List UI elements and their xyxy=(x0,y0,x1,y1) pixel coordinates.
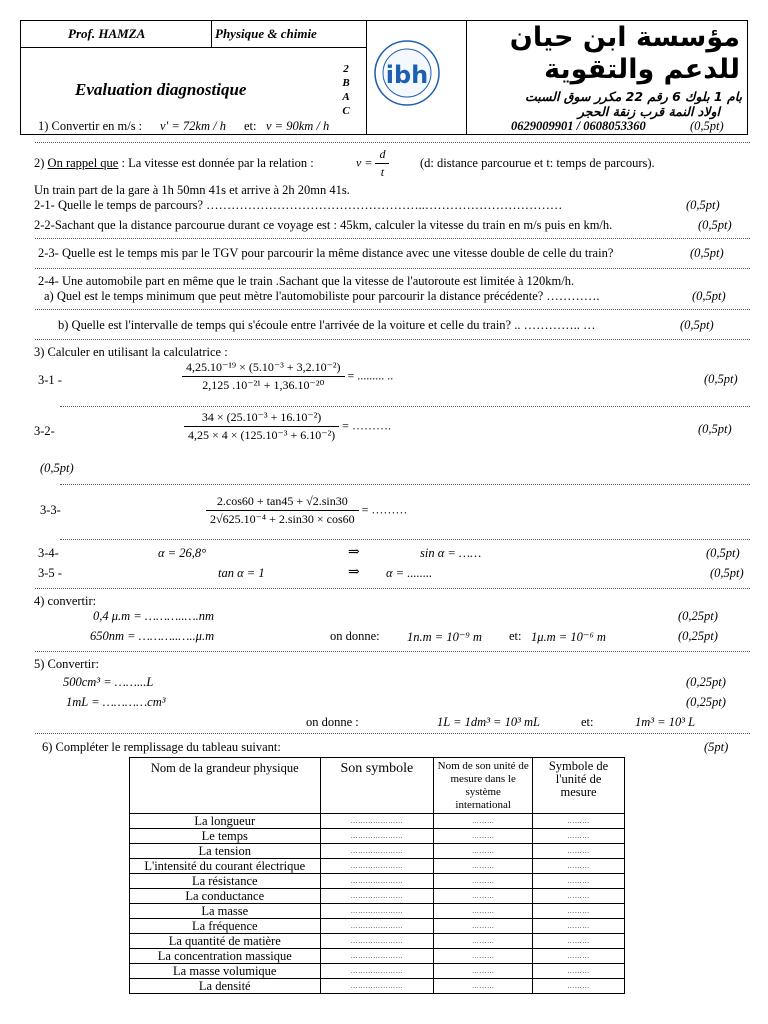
q2-4-b-points: (0,5pt) xyxy=(680,318,714,332)
col-header-symbol: Son symbole xyxy=(320,758,434,814)
table-row xyxy=(130,874,625,889)
blank-answer-cell[interactable]: ……… xyxy=(533,829,625,844)
q3-3-label: 3-3- xyxy=(40,503,61,517)
q3-4-points: (0,5pt) xyxy=(706,546,740,560)
q2-2-points: (0,5pt) xyxy=(698,218,732,232)
blank-answer-cell[interactable]: ………………… xyxy=(320,904,434,919)
q4-given-2: 1μ.m = 10⁻⁶ m xyxy=(531,630,606,644)
q2-4-a-points: (0,5pt) xyxy=(692,289,726,303)
q3-3-expression: $\frac{2.\cos 60 + \tan 45 + √2.\sin 30}{\text{2√625.10⁻⁴ + 2.sin30 × cos60}}$ = ……… xyxy=(206,494,407,527)
school-logo xyxy=(372,38,442,108)
q6-title: 6) Compléter le remplissage du tableau suivant: xyxy=(42,740,281,754)
blank-answer-cell[interactable]: ……… xyxy=(533,949,625,964)
quantity-name-cell: La conductance xyxy=(130,889,321,904)
q4-line-2-points: (0,25pt) xyxy=(678,629,718,643)
q3-5-points: (0,5pt) xyxy=(710,566,744,580)
blank-answer-cell[interactable]: ……… xyxy=(533,874,625,889)
quantity-name-cell: La masse volumique xyxy=(130,964,321,979)
quantity-name-cell: La masse xyxy=(130,904,321,919)
q2-4: 2-4- Une automobile part en même que le train .Sachant que la vitesse de l'autoroute est limitée à 120km/h. xyxy=(38,274,575,288)
level-label: 2 B A C xyxy=(342,63,350,117)
implies-arrow: ⇒ xyxy=(348,565,360,580)
q3-1-points: (0,5pt) xyxy=(704,372,738,386)
q5-given-label: on donne : xyxy=(306,715,359,729)
q2-4-a: a) Quel est le temps minimum que peut mètre l'automobiliste pour parcourir la distance précédente? …………. xyxy=(44,289,600,303)
q3-4-answer: sin α = …… xyxy=(420,546,482,560)
blank-answer-cell[interactable]: ………………… xyxy=(320,874,434,889)
q3-2-points: (0,5pt) xyxy=(698,422,732,436)
q4-line-2: 650nm = ………..…..μ.m xyxy=(90,629,215,643)
blank-answer-cell[interactable]: ………………… xyxy=(320,889,434,904)
q3-1-expression: $\frac{\text{4,25.10⁻¹⁹ × (5.10⁻³ + 3,2.10⁻²)}}{\text{2,125 .10⁻²¹ + 1,36.10⁻²⁰}}$ = ......... .. xyxy=(182,360,393,393)
q5-line-2-points: (0,25pt) xyxy=(686,695,726,709)
table-row xyxy=(130,829,625,844)
q1-text: 1) Convertir en m/s : xyxy=(38,119,143,133)
prof-name: Prof. HAMZA xyxy=(68,26,146,41)
q4-line-1: 0,4 μ.m = ………..….nm xyxy=(93,609,214,623)
table-row xyxy=(130,949,625,964)
blank-answer-cell[interactable]: ……… xyxy=(434,874,533,889)
blank-answer-cell[interactable]: ………………… xyxy=(320,919,434,934)
quantity-name-cell: L'intensité du courant électrique xyxy=(130,859,321,874)
table-row xyxy=(130,844,625,859)
q3-extra-points: (0,5pt) xyxy=(40,461,74,475)
school-name: مؤسسة ابن حيان للدعم والتقوية xyxy=(509,22,740,85)
blank-answer-cell[interactable]: ……… xyxy=(434,829,533,844)
svg-text:ibh: ibh xyxy=(385,61,429,89)
q2-legend: (d: distance parcourue et t: temps de parcours). xyxy=(420,156,655,170)
q3-5-answer: α = ........ xyxy=(386,566,433,580)
blank-answer-cell[interactable]: ……… xyxy=(434,859,533,874)
q5-line-2: 1mL = …………cm³ xyxy=(66,695,166,709)
q3-2-label: 3-2- xyxy=(34,424,55,438)
blank-answer-cell[interactable]: ……… xyxy=(533,814,625,829)
q4-given-label: on donne: xyxy=(330,629,380,643)
blank-answer-cell[interactable]: ……… xyxy=(434,934,533,949)
q4-et: et: xyxy=(509,629,522,643)
q1-value-a: v' = 72km / h xyxy=(160,119,226,133)
quantity-name-cell: La longueur xyxy=(130,814,321,829)
q5-line-1-points: (0,25pt) xyxy=(686,675,726,689)
address-line-1: بام 1 بلوك 6 رقم 22 مكرر سوق السبت xyxy=(524,89,742,104)
q2-4-b: b) Quelle est l'intervalle de temps qui s'écoule entre l'arrivée de la voiture et celle du train? .. ………….. … xyxy=(58,318,596,332)
blank-answer-cell[interactable]: ………………… xyxy=(320,844,434,859)
table-row xyxy=(130,964,625,979)
blank-answer-cell[interactable]: ………………… xyxy=(320,934,434,949)
blank-answer-cell[interactable]: ……… xyxy=(533,859,625,874)
q2-3-points: (0,5pt) xyxy=(690,246,724,260)
blank-answer-cell[interactable]: ……… xyxy=(434,964,533,979)
address-line-2: اولاد النمة قرب زنقة الحجر xyxy=(577,104,720,119)
blank-answer-cell[interactable]: ……… xyxy=(533,904,625,919)
blank-answer-cell[interactable]: ……… xyxy=(533,979,625,994)
blank-answer-cell[interactable]: ……… xyxy=(533,844,625,859)
velocity-formula: v = $\frac{d}{t}$ xyxy=(356,147,389,180)
blank-answer-cell[interactable]: ………………… xyxy=(320,979,434,994)
blank-answer-cell[interactable]: ……… xyxy=(434,844,533,859)
q1-value-b: v = 90km / h xyxy=(266,119,330,133)
quantity-name-cell: La fréquence xyxy=(130,919,321,934)
subject: Physique & chimie xyxy=(215,26,317,41)
q2-2: 2-2-Sachant que la distance parcourue durant ce voyage est : 45km, calculer la vitesse du train en m/s puis en km/h. xyxy=(34,218,613,232)
blank-answer-cell[interactable]: ……… xyxy=(434,904,533,919)
blank-answer-cell[interactable]: ………………… xyxy=(320,949,434,964)
quantity-name-cell: La résistance xyxy=(130,874,321,889)
blank-answer-cell[interactable]: ……… xyxy=(533,889,625,904)
col-header-unit-symbol: Symbole de l'unité de mesure xyxy=(533,758,625,814)
blank-answer-cell[interactable]: ……… xyxy=(533,934,625,949)
q3-5-label: 3-5 - xyxy=(38,566,62,580)
q3-title: 3) Calculer en utilisant la calculatrice : xyxy=(34,345,228,359)
implies-arrow: ⇒ xyxy=(348,545,360,560)
table-row xyxy=(130,934,625,949)
q2-3: 2-3- Quelle est le temps mis par le TGV pour parcourir la même distance avec une vitesse double de celle du train? xyxy=(38,246,614,260)
quantity-name-cell: La quantité de matière xyxy=(130,934,321,949)
blank-answer-cell[interactable]: ………………… xyxy=(320,859,434,874)
q1-points: (0,5pt) xyxy=(690,119,724,133)
blank-answer-cell[interactable]: ……… xyxy=(434,814,533,829)
q5-given-2: 1m³ = 10³ L xyxy=(635,715,696,729)
q2-line: 2) On rappel que : La vitesse est donnée par la relation : xyxy=(34,156,314,170)
q3-5-given: tan α = 1 xyxy=(218,566,265,580)
phone-numbers: 0629009901 / 0608053360 xyxy=(511,119,646,133)
q2-1-points: (0,5pt) xyxy=(686,198,720,212)
quantity-name-cell: Le temps xyxy=(130,829,321,844)
q4-title: 4) convertir: xyxy=(34,594,97,608)
blank-answer-cell[interactable]: ……… xyxy=(434,949,533,964)
blank-answer-cell[interactable]: ……… xyxy=(434,889,533,904)
q2-train: Un train part de la gare à 1h 50mn 41s et arrive à 2h 20mn 41s. xyxy=(34,183,350,197)
table-row xyxy=(130,919,625,934)
quantity-name-cell: La concentration massique xyxy=(130,949,321,964)
q2-1: 2-1- Quelle le temps de parcours? ……………………………………………..…………………………… xyxy=(34,198,563,212)
blank-answer-cell[interactable]: ………………… xyxy=(320,829,434,844)
table-row xyxy=(130,859,625,874)
q5-title: 5) Convertir: xyxy=(34,657,99,671)
blank-answer-cell[interactable]: ………………… xyxy=(320,814,434,829)
q1-et: et: xyxy=(244,119,257,133)
table-row xyxy=(130,904,625,919)
q3-1-label: 3-1 - xyxy=(38,373,62,387)
q3-2-expression: $\frac{\text{34 × (25.10⁻³ + 16.10⁻²)}}{\text{4,25 × 4 × (125.10⁻³ + 6.10⁻²)}}$ = ………. xyxy=(184,410,391,443)
q4-line-1-points: (0,25pt) xyxy=(678,609,718,623)
q5-given-1: 1L = 1dm³ = 10³ mL xyxy=(437,715,540,729)
page-title: Evaluation diagnostique xyxy=(75,80,247,99)
table-row xyxy=(130,979,625,994)
blank-answer-cell[interactable]: ……… xyxy=(533,919,625,934)
col-header-unit-name: Nom de son unité de mesure dans le système international xyxy=(434,758,533,814)
q5-line-1: 500cm³ = ……...L xyxy=(63,675,154,689)
q4-given-1: 1n.m = 10⁻⁹ m xyxy=(407,630,482,644)
blank-answer-cell[interactable]: ………………… xyxy=(320,964,434,979)
table-row xyxy=(130,889,625,904)
col-header-quantity: Nom de la grandeur physique xyxy=(130,758,321,814)
quantity-name-cell: La densité xyxy=(130,979,321,994)
blank-answer-cell[interactable]: ……… xyxy=(434,979,533,994)
units-table xyxy=(129,757,625,994)
table-row xyxy=(130,814,625,829)
blank-answer-cell[interactable]: ……… xyxy=(434,919,533,934)
q3-4-given: α = 26,8° xyxy=(158,546,207,560)
q3-4-label: 3-4- xyxy=(38,546,59,560)
q5-et: et: xyxy=(581,715,594,729)
q6-points: (5pt) xyxy=(704,740,729,754)
blank-answer-cell[interactable]: ……… xyxy=(533,964,625,979)
quantity-name-cell: La tension xyxy=(130,844,321,859)
